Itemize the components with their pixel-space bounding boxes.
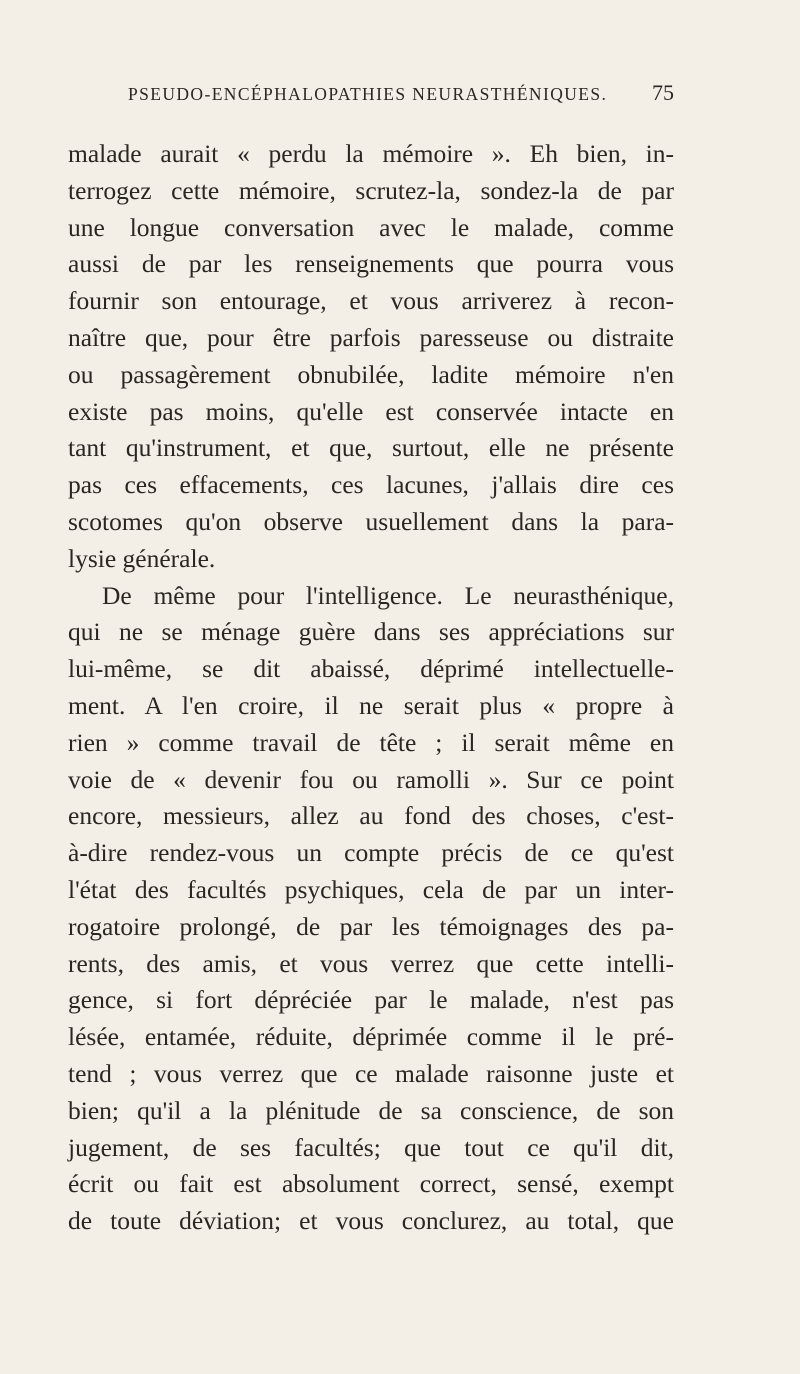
text-line: voie de « devenir fou ou ramolli ». Sur ce point: [68, 764, 674, 794]
text-line: gence, si fort dépréciée par le malade, n'est pas: [68, 985, 674, 1015]
text-line: une longue conversation avec le malade, comme: [68, 212, 674, 242]
text-line: jugement, de ses facultés; que tout ce qu'il dit,: [68, 1132, 674, 1162]
text-line: terrogez cette mémoire, scrutez-la, sondez-la de par: [68, 175, 674, 205]
text-line: à-dire rendez-vous un compte précis de ce qu'est: [68, 838, 674, 868]
text-line: scotomes qu'on observe usuellement dans la para-: [68, 506, 674, 536]
paragraph-start-line: De même pour l'intelligence. Le neurasthénique,: [102, 580, 674, 610]
text-line: rien » comme travail de tête ; il serait même en: [68, 727, 674, 757]
text-line: rents, des amis, et vous verrez que cette intelli-: [68, 948, 674, 978]
running-head: [128, 80, 674, 112]
paragraph-end-line: lysie générale.: [68, 543, 216, 573]
text-line: tend ; vous verrez que ce malade raisonne juste et: [68, 1058, 674, 1088]
text-line: lésée, entamée, réduite, déprimée comme il le pré-: [68, 1022, 674, 1052]
text-line: ment. A l'en croire, il ne serait plus « propre à: [68, 690, 674, 720]
page-number: 75: [652, 80, 674, 105]
text-line: pas ces effacements, ces lacunes, j'allais dire ces: [68, 470, 674, 500]
text-line: malade aurait « perdu la mémoire ». Eh bien, in-: [68, 139, 674, 168]
text-line: écrit ou fait est absolument correct, sensé, exempt: [68, 1169, 674, 1199]
body-text: [68, 136, 674, 1240]
text-line: l'état des facultés psychiques, cela de par un inter-: [68, 874, 674, 904]
text-line: de toute déviation; et vous conclurez, au total, que: [68, 1206, 674, 1236]
text-line: existe pas moins, qu'elle est conservée intacte en: [68, 396, 674, 426]
text-line: bien; qu'il a la plénitude de sa conscience, de son: [68, 1095, 674, 1125]
text-line: fournir son entourage, et vous arriverez à recon-: [68, 286, 674, 316]
text-line: ou passagèrement obnubilée, ladite mémoire n'en: [68, 359, 674, 389]
text-line: tant qu'instrument, et que, surtout, elle ne présente: [68, 433, 674, 463]
text-line: encore, messieurs, allez au fond des choses, c'est-: [68, 801, 674, 831]
text-line: lui-même, se dit abaissé, déprimé intellectuelle-: [68, 654, 674, 684]
text-line: rogatoire prolongé, de par les témoignages des pa-: [68, 911, 674, 941]
text-line: qui ne se ménage guère dans ses appréciations sur: [68, 617, 674, 647]
text-line: aussi de par les renseignements que pourra vous: [68, 249, 674, 279]
text-line: naître que, pour être parfois paresseuse ou distraite: [68, 322, 674, 352]
running-title: PSEUDO-ENCÉPHALOPATHIES NEURASTHÉNIQUES.: [128, 84, 608, 104]
